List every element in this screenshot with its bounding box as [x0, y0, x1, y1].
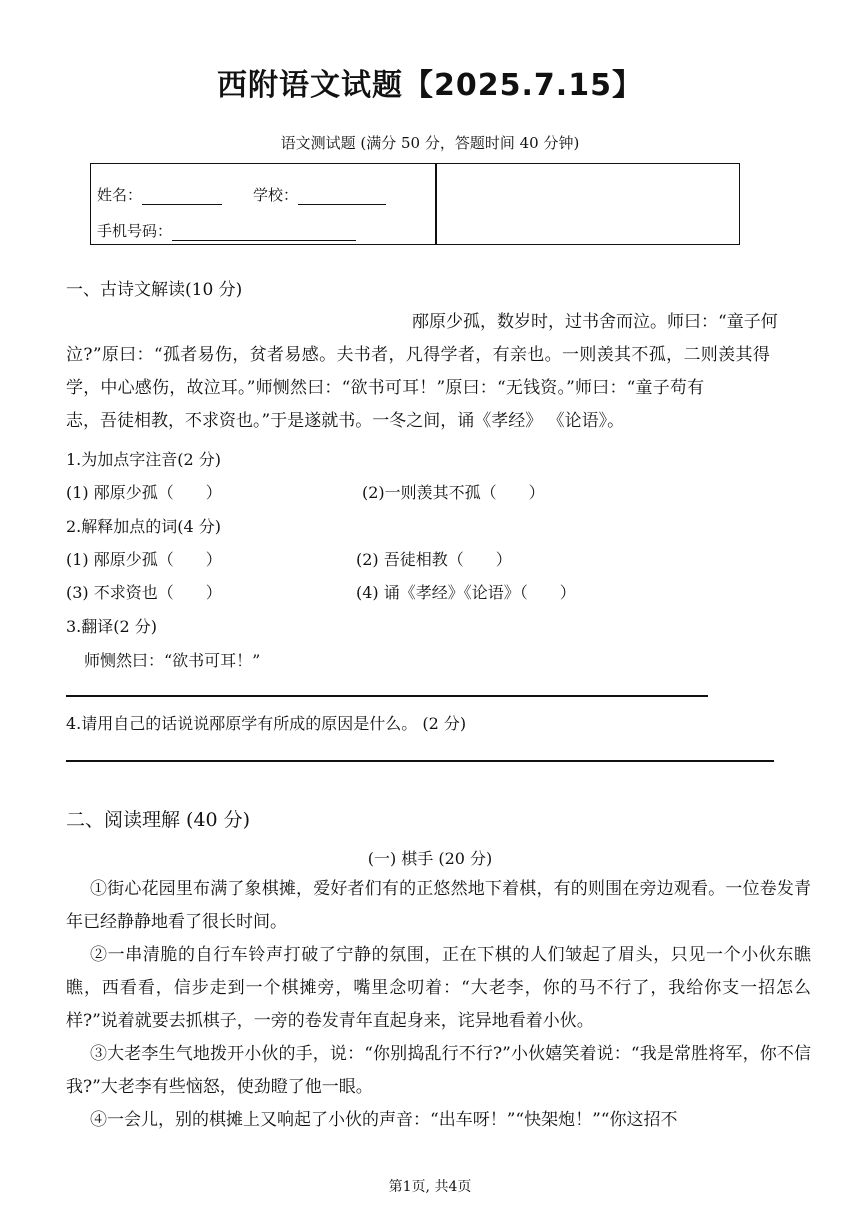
student-info-box [90, 163, 740, 245]
name-field[interactable] [97, 184, 222, 205]
q4-answer-line[interactable] [66, 760, 774, 762]
page-title: 西附语文试题【2025.7.15】 [217, 68, 643, 103]
section1-heading: 一、古诗文解读(10 分) [66, 280, 243, 300]
q2-item-3: (3) 不求资也（ ） [66, 583, 222, 602]
passage-line-1: 邴原少孤，数岁时，过书舍而泣。师曰：“童子何 [412, 312, 778, 332]
passage-line-3: 学，中心感伤，故泣耳。”师恻然曰：“欲书可耳！”原曰：“无钱资。”师曰：“童子苟有 [66, 378, 705, 398]
school-field[interactable] [253, 184, 386, 205]
q4-title: 4.请用自己的话说说邴原学有所成的原因是什么。 (2 分) [66, 714, 467, 733]
page-subtitle: 语文测试题 (满分 50 分，答题时间 40 分钟) [280, 134, 580, 152]
name-label: 姓名： [97, 186, 143, 204]
q2-item-2: (2) 吾徒相教（ ） [356, 550, 512, 569]
story-paragraph-4: ④一会儿，别的棋摊上又响起了小伙的声音：“出车呀！”“快架炮！”“你这招不 [90, 1110, 678, 1130]
section2-heading: 二、阅读理解 (40 分) [66, 809, 251, 831]
phone-field[interactable] [97, 220, 356, 241]
q3-sentence: 师恻然曰：“欲书可耳！” [84, 651, 261, 670]
page-number: 第1页, 共4页 [388, 1179, 472, 1195]
q1-item-1: (1) 邴原少孤（ ） [66, 483, 222, 502]
q2-item-4: (4) 诵《孝经》《论语》（ ） [356, 583, 576, 602]
passage-line-2: 泣?”原曰：“孤者易伤，贫者易感。夫书者，凡得学者，有亲也。一则羡其不孤，二则羡其得 [66, 345, 771, 365]
passage-line-4: 志，吾徒相教，不求资也。”于是遂就书。一冬之间，诵《孝经》 《论语》。 [66, 411, 625, 431]
story-paragraph-2: ②一串清脆的自行车铃声打破了宁静的氛围，正在下棋的人们皱起了眉头，只见一个小伙东瞧瞧，西看看，信步走到一个棋摊旁，嘴里念叨着：“大老李，你的马不行了，我给你支一招怎么样?”说着就要去抓棋子，一旁的卷发青年直起身来，诧异地看着小伙。 [66, 945, 811, 1031]
q1-title: 1.为加点字注音(2 分) [66, 450, 222, 469]
school-blank[interactable] [298, 188, 386, 205]
info-box-divider [435, 164, 437, 244]
q2-title: 2.解释加点的词(4 分) [66, 517, 222, 536]
q3-title: 3.翻译(2 分) [66, 617, 158, 636]
phone-label: 手机号码： [97, 222, 173, 240]
school-label: 学校： [253, 186, 299, 204]
q2-item-1: (1) 邴原少孤（ ） [66, 550, 222, 569]
section2-sub-heading: (一) 棋手 (20 分) [367, 849, 493, 868]
story-paragraph-3: ③大老李生气地拨开小伙的手，说：“你别捣乱行不行?”小伙嬉笑着说：“我是常胜将军，你不信我?”大老李有些恼怒，使劲瞪了他一眼。 [66, 1044, 811, 1097]
name-blank[interactable] [142, 188, 222, 205]
phone-blank[interactable] [172, 224, 356, 241]
story-paragraph-1: ①街心花园里布满了象棋摊，爱好者们有的正悠然地下着棋，有的则围在旁边观看。一位卷发青年已经静静地看了很长时间。 [66, 879, 811, 932]
q1-item-2: (2)一则羡其不孤（ ） [362, 483, 545, 502]
q3-answer-line[interactable] [66, 695, 708, 697]
